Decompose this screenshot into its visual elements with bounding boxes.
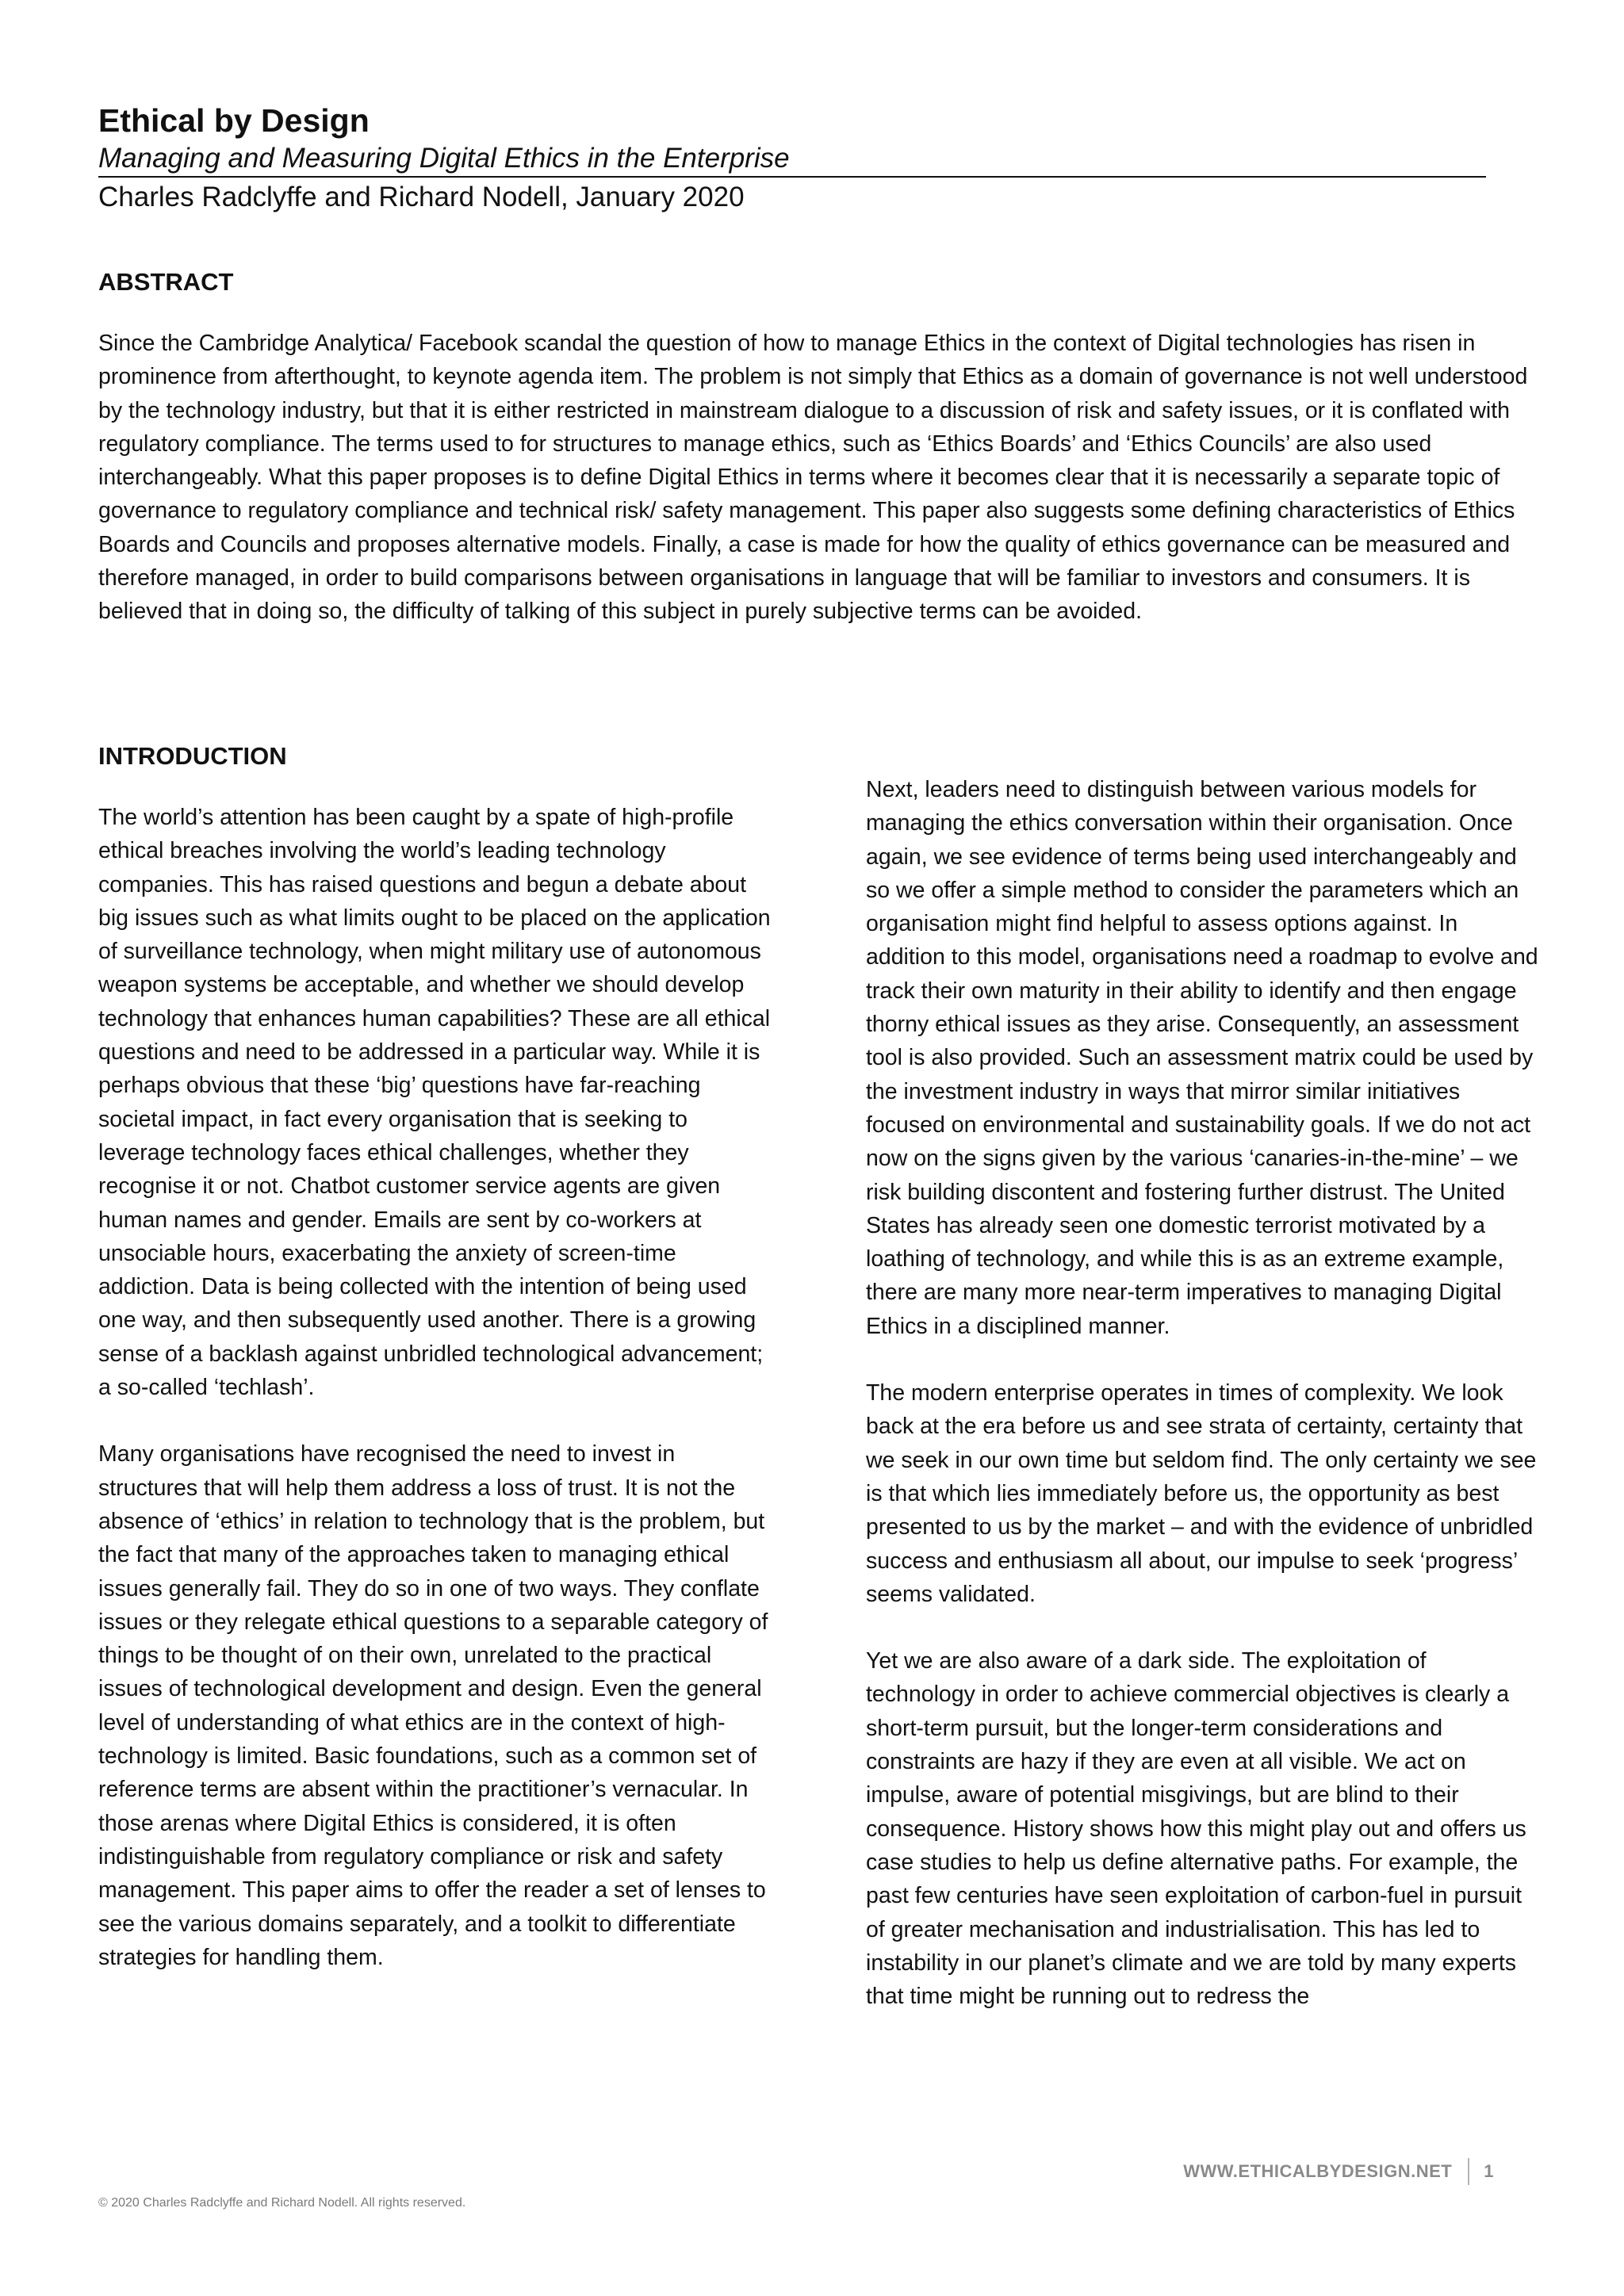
intro-paragraph: The world’s attention has been caught by a spate of high-profile ethical breaches involving the world’s leading technology companies. This has raised questions and begun a debate about big issues such as what limits ought to be placed on the application of surveillance technology, when might military use of autonomous weapon systems be acceptable, and whether we should develop technology that enhances human capabilities? These are all ethical questions and need to be addressed in a particular way. While it is perhaps obvious that these ‘big’ questions have far-reaching societal impact, in fact every organisation that is seeking to leverage technology faces ethical challenges, whether they recognise it or not. Chatbot customer service agents are given human names and gender. Emails are sent by co-workers at unsociable hours, exacerbating the anxiety of screen-time addiction. Data is being collected with the intention of being used one way, and then subsequently used another. There is a growing sense of a backlash against unbridled technological advancement; a so-called ‘techlash’. xyxy=(98,805,771,1401)
introduction-heading: INTRODUCTION xyxy=(98,742,287,770)
page-number: 1 xyxy=(1484,2161,1494,2181)
introduction-left-column xyxy=(98,740,772,2007)
abstract-heading: ABSTRACT xyxy=(98,268,234,296)
intro-paragraph: Many organisations have recognised the need to invest in structures that will help them address a loss of trust. It is not the absence of ‘ethics’ in relation to technology that is the problem, but the fact that many of the approaches taken to managing ethical issues generally fail. They do so in one of two ways. They conflate issues or they relegate ethical questions to a separable category of things to be thought of on their own, unrelated to the practical issues of technological development and design. Even the general level of understanding of what ethics are in the context of high-technology is limited. Basic foundations, such as a common set of reference terms are absent within the practitioner’s vernacular. In those arenas where Digital Ethics is considered, it is often indistinguishable from regulatory compliance or risk and safety management. This paper aims to offer the reader a set of lenses to see the various domains separately, and a toolkit to differentiate strategies for handling them. xyxy=(98,1441,768,1970)
footer-divider xyxy=(1468,2158,1469,2185)
document-subtitle: Managing and Measuring Digital Ethics in the Enterprise xyxy=(98,141,1486,178)
footer-website-and-page xyxy=(1183,2158,1494,2185)
intro-paragraph: The modern enterprise operates in times of complexity. We look back at the era before us and see strata of certainty, certainty that we seek in our own time but seldom find. The only certainty we see is that which lies immediately before us, the opportunity as best presented to us by the market – and with the evidence of unbridled success and enthusiasm all about, our impulse to seek ‘progress’ seems validated. xyxy=(866,1380,1537,1607)
abstract-body: Since the Cambridge Analytica/ Facebook scandal the question of how to manage Ethics in the context of Digital technologies has risen in prominence from afterthought, to keynote agenda item. The problem is not simply that Ethics as a domain of governance is not well understood by the technology industry, but that it is either restricted in mainstream dialogue to a discussion of risk and safety issues, or it is conflated with regulatory compliance. The terms used to for structures to manage ethics, such as ‘Ethics Boards’ and ‘Ethics Councils’ are also used interchangeably. What this paper proposes is to define Digital Ethics in terms where it becomes clear that it is necessarily a separate topic of governance to regulatory compliance and technical risk/ safety management. This paper also suggests some defining characteristics of Ethics Boards and Councils and proposes alternative models. Finally, a case is made for how the quality of ethics governance can be measured and therefore managed, in order to build comparisons between organisations in language that will be familiar to investors and consumers. It is believed that in doing so, the difficulty of talking of this subject in purely subjective terms can be avoided. xyxy=(98,331,1528,625)
footer-website-link[interactable]: WWW.ETHICALBYDESIGN.NET xyxy=(1183,2161,1453,2181)
abstract-section xyxy=(98,266,1534,629)
introduction-right-column xyxy=(866,773,1542,2046)
intro-paragraph: Next, leaders need to distinguish between various models for managing the ethics conversation within their organisation. Once again, we see evidence of terms being used interchangeably and so we offer a simple method to consider the parameters which an organisation might find helpful to assess options against. In addition to this model, organisations need a roadmap to evolve and track their own maturity in their ability to identify and then engage thorny ethical issues as they arise. Consequently, an assessment tool is also provided. Such an assessment matrix could be used by the investment industry in ways that mirror similar initiatives focused on environmental and sustainability goals. If we do not act now on the signs given by the various ‘canaries-in-the-mine’ – we risk building discontent and fostering further distrust. The United States has already seen one domestic terrorist motivated by a loathing of technology, and while this is as an extreme example, there are many more near-term imperatives to managing Digital Ethics in a disciplined manner. xyxy=(866,777,1538,1339)
document-title: Ethical by Design xyxy=(98,102,370,139)
copyright-notice: © 2020 Charles Radclyffe and Richard Nodell. All rights reserved. xyxy=(98,2196,466,2210)
document-header xyxy=(98,100,1486,216)
document-authors: Charles Radclyffe and Richard Nodell, January 2020 xyxy=(98,182,745,212)
intro-paragraph: Yet we are also aware of a dark side. The exploitation of technology in order to achieve commercial objectives is clearly a short-term pursuit, but the longer-term considerations and constraints are hazy if they are even at all visible. We act on impulse, aware of potential misgivings, but are blind to their consequence. History shows how this might play out and offers us case studies to help us define alternative paths. For example, the past few centuries have seen exploitation of carbon-fuel in pursuit of greater mechanisation and industrialisation. This has led to instability in our planet’s climate and we are told by many experts that time might be running out to redress the xyxy=(866,1648,1526,2010)
